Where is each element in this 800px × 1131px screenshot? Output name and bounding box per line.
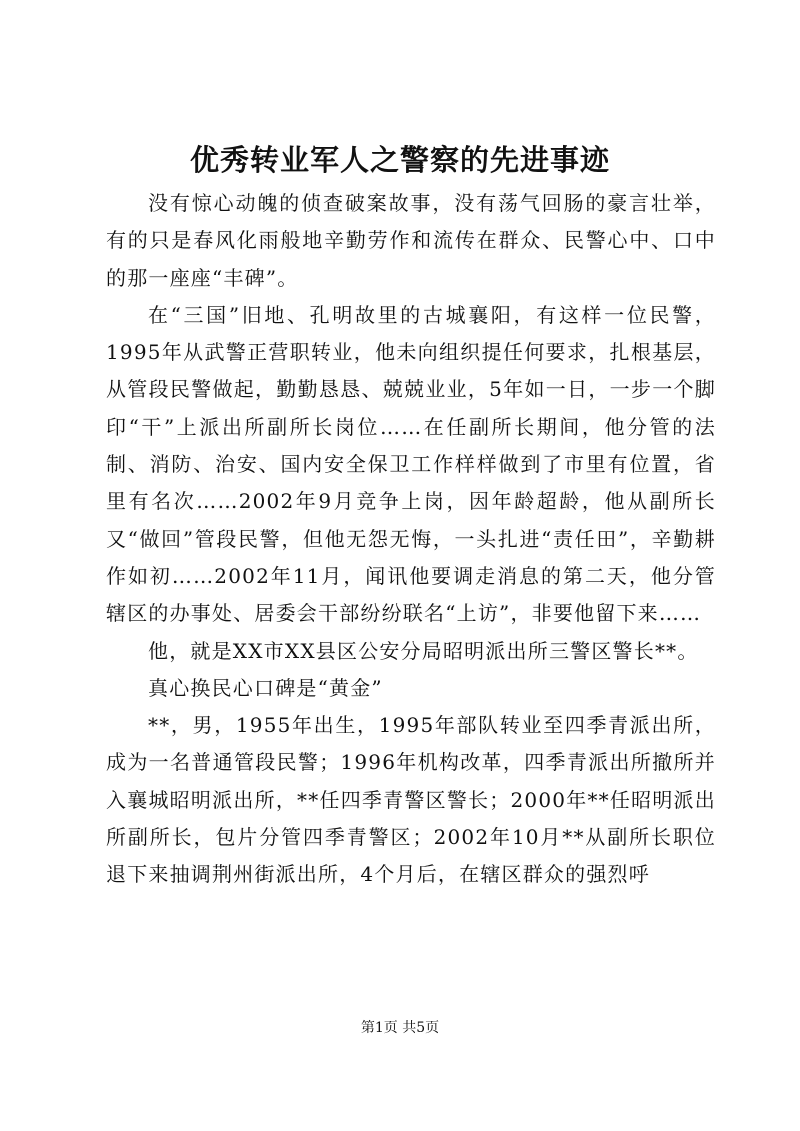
paragraph: **，男，1955年出生，1995年部队转业至四季青派出所，成为一名普通管段民警；1996年机构改革，四季青派出所撤所并入襄城昭明派出所，**任四季青警区警长；2000年**任昭明派出所副所长，包片分管四季青警区；2002年10月**从副所长职位退下来抽调荆州街派出所，4个月后，在辖区群众的强烈呼: [106, 713, 716, 887]
section-heading: 真心换民心口碑是“黄金”: [148, 675, 383, 700]
document-body: [106, 185, 716, 894]
paragraph: 没有惊心动魄的侦查破案故事，没有荡气回肠的豪言壮举，有的只是春风化雨般地辛勤劳作和流传在群众、民警心中、口中的那一座座“丰碑”。: [106, 191, 716, 290]
paragraph: 他，就是XX市XX县区公安分局昭明派出所三警区警长**。: [148, 638, 699, 663]
paragraph: 在“三国”旧地、孔明故里的古城襄阳，有这样一位民警，1995年从武警正营职转业，他未向组织提任何要求，扎根基层，从管段民警做起，勤勤恳恳、兢兢业业，5年如一日，一步一个脚印“干”上派出所副所长岗位……在任副所长期间，他分管的法制、消防、治安、国内安全保卫工作样样做到了市里有位置，省里有名次……2002年9月竞争上岗，因年龄超龄，他从副所长又“做回”管段民警，但他无怨无悔，一头扎进“责任田”，辛勤耕作如初……2002年11月，闻讯他要调走消息的第二天，他分管辖区的办事处、居委会干部纷纷联名“上访”，非要他留下来……: [106, 302, 716, 626]
document-title: 优秀转业军人之警察的先进事迹: [189, 143, 610, 177]
page-footer: 第1页 共5页: [360, 1020, 440, 1036]
